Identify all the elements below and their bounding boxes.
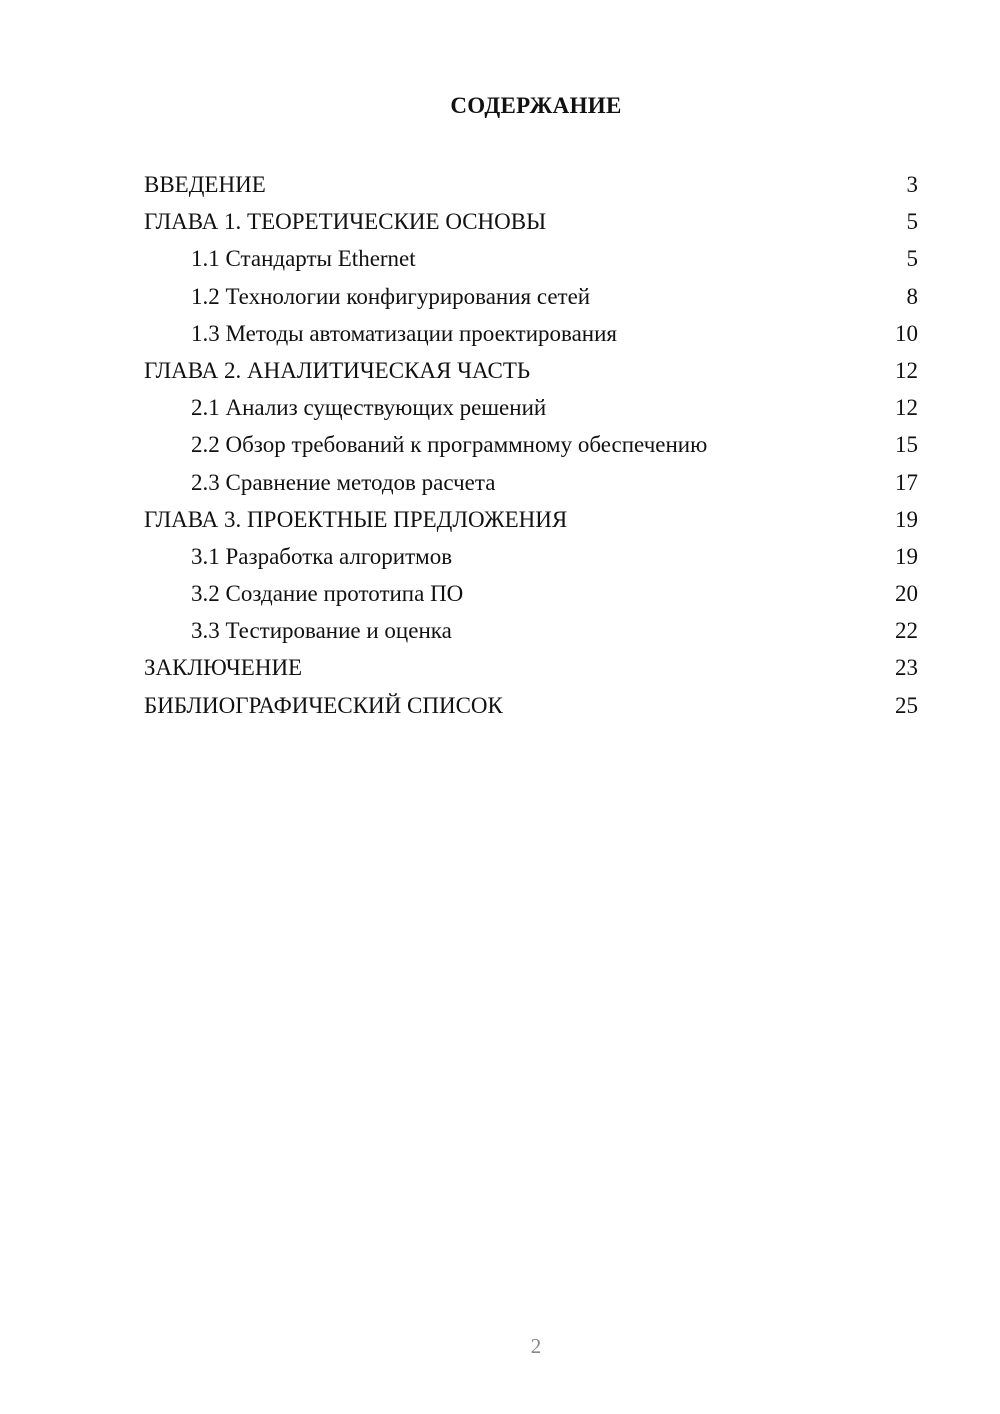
toc-item-label: 2.1 Анализ существующих решений <box>191 395 547 421</box>
toc-item-page: 19 <box>895 506 918 532</box>
toc-item <box>144 166 918 203</box>
toc-item <box>144 426 918 463</box>
toc-item <box>144 612 918 649</box>
toc-item <box>144 315 918 352</box>
toc-item-page: 20 <box>895 581 918 607</box>
toc-item-label: 2.2 Обзор требований к программному обеспечению <box>191 432 708 458</box>
toc-item-page: 5 <box>906 209 918 235</box>
toc-item-label: 1.3 Методы автоматизации проектирования <box>191 320 617 346</box>
toc-item-page: 19 <box>895 543 918 569</box>
page-number: 2 <box>530 1334 542 1358</box>
toc-item-page: 10 <box>895 320 918 346</box>
toc-item-label: ГЛАВА 1. ТЕОРЕТИЧЕСКИЕ ОСНОВЫ <box>144 209 547 235</box>
toc-item-label: 3.2 Создание прототипа ПО <box>191 581 464 607</box>
toc-item <box>144 575 918 612</box>
toc-item-page: 3 <box>906 172 918 197</box>
toc-item <box>144 240 918 277</box>
toc-item-page: 23 <box>895 655 918 681</box>
toc-item <box>144 687 918 724</box>
toc-item-label: ЗАКЛЮЧЕНИЕ <box>144 655 303 681</box>
toc-item-page: 12 <box>895 357 918 383</box>
page-title: СОДЕРЖАНИЕ <box>450 93 622 118</box>
toc-item <box>144 389 918 426</box>
toc-item <box>144 649 918 686</box>
toc-item <box>144 203 918 240</box>
table-of-contents <box>144 166 918 724</box>
toc-item-label: ВВЕДЕНИЕ <box>144 172 266 197</box>
toc-item-page: 22 <box>895 618 918 644</box>
toc-item-label: 3.3 Тестирование и оценка <box>191 618 452 644</box>
toc-item-page: 12 <box>895 395 918 421</box>
toc-item-page: 5 <box>906 246 918 272</box>
toc-item-page: 17 <box>895 469 918 495</box>
toc-item-label: 1.2 Технологии конфигурирования сетей <box>191 283 591 309</box>
toc-item <box>144 352 918 389</box>
toc-item <box>144 278 918 315</box>
toc-item-page: 15 <box>895 432 918 458</box>
toc-item-label: БИБЛИОГРАФИЧЕСКИЙ СПИСОК <box>144 692 503 718</box>
toc-item-page: 8 <box>906 283 918 309</box>
toc-item <box>144 501 918 538</box>
toc-item-label: ГЛАВА 3. ПРОЕКТНЫЕ ПРЕДЛОЖЕНИЯ <box>144 506 568 532</box>
toc-item <box>144 464 918 501</box>
toc-item-label: ГЛАВА 2. АНАЛИТИЧЕСКАЯ ЧАСТЬ <box>144 357 531 383</box>
toc-item-label: 1.1 Стандарты Ethernet <box>191 246 416 272</box>
toc-item-label: 3.1 Разработка алгоритмов <box>191 543 453 569</box>
toc-item <box>144 538 918 575</box>
toc-item-label: 2.3 Сравнение методов расчета <box>191 469 496 495</box>
toc-item-page: 25 <box>895 692 918 718</box>
